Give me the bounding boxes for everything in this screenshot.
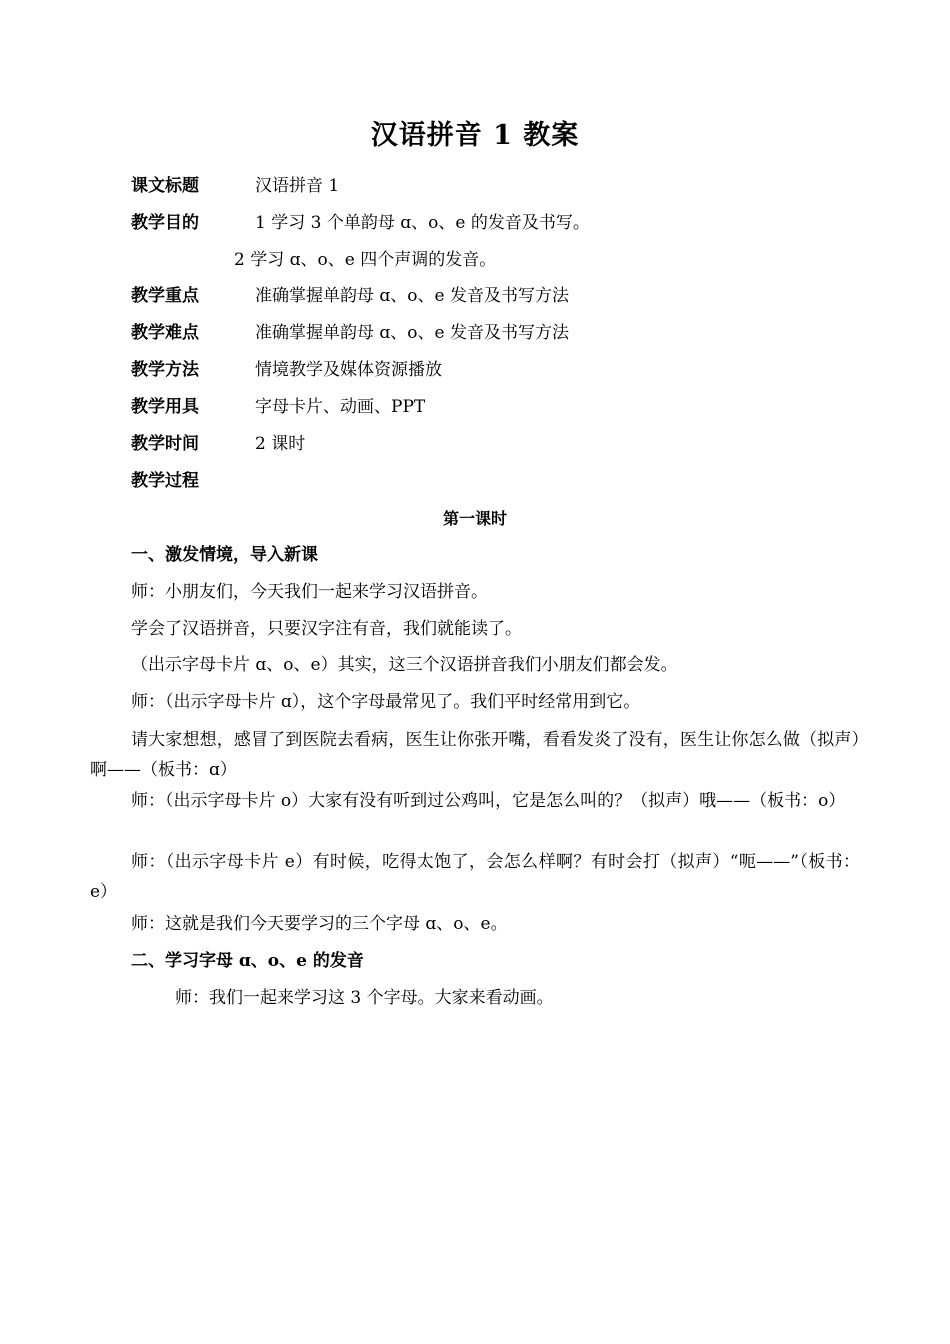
meta-row-difficulties bbox=[131, 319, 569, 347]
meta-label: 教学时间 bbox=[131, 434, 199, 454]
paragraph: 师：这就是我们今天要学习的三个字母 ɑ、o、e。 bbox=[131, 914, 508, 934]
meta-row-process bbox=[131, 467, 255, 495]
meta-label: 教学用具 bbox=[131, 397, 199, 417]
paragraph: 师：（出示字母卡片 ɑ），这个字母最常见了。我们平时经常用到它。 bbox=[131, 692, 641, 712]
meta-label: 教学目的 bbox=[131, 213, 199, 233]
paragraph: 师：我们一起来学习这 3 个字母。大家来看动画。 bbox=[175, 988, 554, 1008]
meta-label: 课文标题 bbox=[131, 176, 199, 196]
document-title: 汉语拼音 1 教案 bbox=[370, 120, 580, 151]
meta-value: 1 学习 3 个单韵母 ɑ、o、e 的发音及书写。 bbox=[255, 213, 590, 233]
meta-row-teaching-goals bbox=[131, 209, 590, 237]
meta-label: 教学方法 bbox=[131, 360, 199, 380]
meta-value: 字母卡片、动画、PPT bbox=[255, 397, 426, 417]
paragraph: 请大家想想，感冒了到医院去看病，医生让你张开嘴，看看发炎了没有，医生让你怎么做（拟声）啊——（板书：ɑ） bbox=[90, 730, 860, 780]
meta-row-key-points bbox=[131, 282, 569, 310]
meta-value: 汉语拼音 1 bbox=[255, 176, 340, 196]
meta-value: 情境教学及媒体资源播放 bbox=[255, 360, 442, 380]
meta-value: 准确掌握单韵母 ɑ、o、e 发音及书写方法 bbox=[255, 323, 569, 343]
meta-row-tools bbox=[131, 393, 425, 421]
meta-goal-second-line: 2 学习 ɑ、o、e 四个声调的发音。 bbox=[234, 250, 497, 270]
meta-row-method bbox=[131, 356, 442, 384]
meta-value: 准确掌握单韵母 ɑ、o、e 发音及书写方法 bbox=[255, 286, 569, 306]
meta-label: 教学难点 bbox=[131, 323, 199, 343]
meta-row-lesson-title bbox=[131, 172, 339, 200]
part-heading: 二、学习字母 ɑ、o、e 的发音 bbox=[131, 951, 364, 971]
meta-label: 教学重点 bbox=[131, 286, 199, 306]
section-title: 第一课时 bbox=[442, 509, 507, 528]
part-heading: 一、激发情境，导入新课 bbox=[131, 545, 318, 565]
paragraph: 师：（出示字母卡片 o）大家有没有听到过公鸡叫，它是怎么叫的？（拟声）哦——（板书：o） bbox=[131, 791, 846, 811]
paragraph: 师：小朋友们，今天我们一起来学习汉语拼音。 bbox=[131, 582, 488, 602]
paragraph: （出示字母卡片 ɑ、o、e）其实，这三个汉语拼音我们小朋友们都会发。 bbox=[131, 655, 678, 675]
paragraph: 师：（出示字母卡片 e）有时候，吃得太饱了，会怎么样啊？有时会打（拟声）“呃——”（板书：e） bbox=[90, 852, 860, 902]
meta-label: 教学过程 bbox=[131, 471, 199, 491]
meta-row-time bbox=[131, 430, 305, 458]
meta-value: 2 课时 bbox=[255, 434, 306, 454]
paragraph: 学会了汉语拼音，只要汉字注有音，我们就能读了。 bbox=[131, 619, 522, 639]
